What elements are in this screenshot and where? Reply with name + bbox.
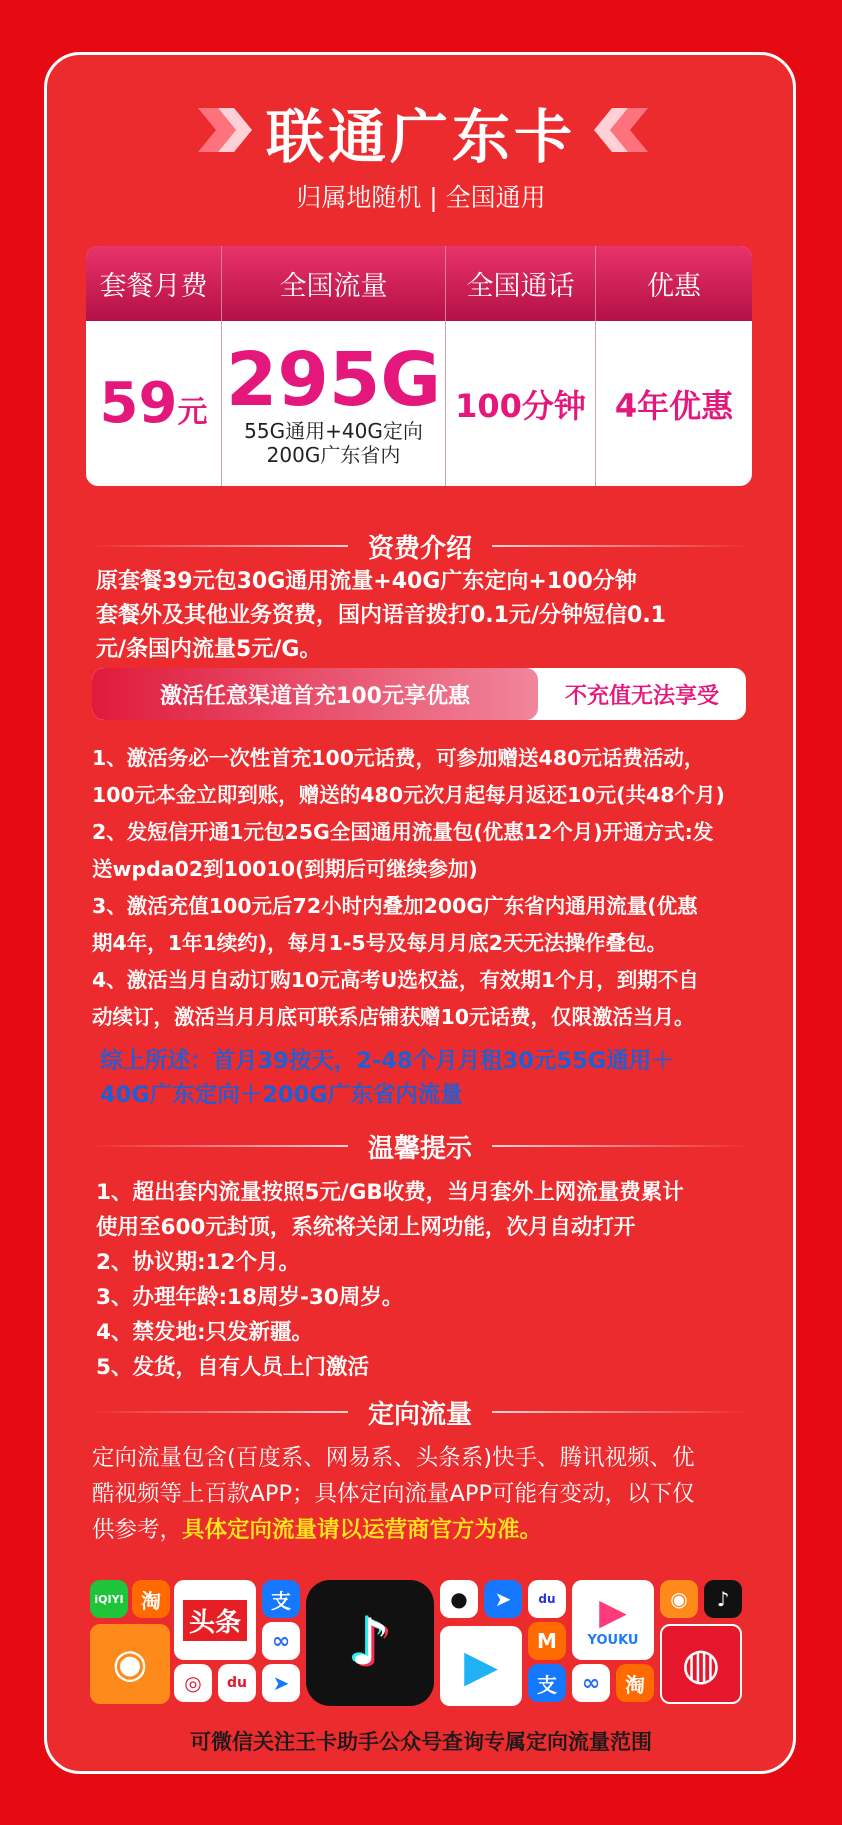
qq-icon: ●	[440, 1580, 478, 1618]
dingtalk-small-icon: ➤	[484, 1580, 522, 1618]
fee-cell	[86, 321, 222, 486]
plan-table	[86, 246, 752, 486]
tip-line: 3、办理年龄:18周岁-30周岁。	[96, 1285, 404, 1310]
kuaishou-icon: ◉	[90, 1624, 170, 1704]
activation-warning: 不充值无法享受	[564, 683, 719, 709]
section-heading-directed	[90, 1394, 750, 1430]
fee-description	[96, 565, 764, 667]
taobao-icon	[132, 1580, 170, 1618]
rule-line: 1、激活务必一次性首充100元话费，可参加赠送480元话费活动，	[92, 746, 705, 770]
rule-line: 4、激活当月自动订购10元高考U选权益，有效期1个月，到期不自	[92, 968, 699, 992]
table-header-data: 全国流量	[222, 246, 446, 321]
fee-line: 套餐外及其他业务资费，国内语音拨打0.1元/分钟短信0.1	[96, 603, 666, 628]
icon-label: YOUKU	[587, 1632, 639, 1648]
icon-label: 支	[271, 1588, 291, 1613]
toutiao-icon	[174, 1580, 256, 1660]
alipay-icon	[262, 1580, 300, 1618]
table-header-calls: 全国通话	[446, 246, 596, 321]
iqiyi-icon	[90, 1580, 128, 1618]
section-title: 资费介绍	[368, 533, 473, 564]
tip-line: 2、协议期:12个月。	[96, 1250, 300, 1275]
promo-cell	[596, 321, 752, 486]
data-value: 295G	[225, 336, 442, 423]
directed-line: 酷视频等上百款APP；具体定向流量APP可能有变动，以下仅	[92, 1481, 695, 1507]
divider	[90, 545, 348, 547]
rule-line: 动续订，激活当月月底可联系店铺获赠10元话费，仅限激活当月。	[92, 1005, 695, 1029]
baidu-app-icon: du	[218, 1664, 256, 1702]
fee-line: 元/条国内流量5元/G。	[96, 637, 322, 662]
data-cell	[222, 321, 446, 486]
kuaishou-small-icon: ◉	[660, 1580, 698, 1618]
footer-note: 可微信关注王卡助手公众号查询专属定向流量范围	[190, 1730, 652, 1754]
page-subtitle: 归属地随机 | 全国通用	[296, 183, 546, 212]
youku-play-icon: ▶	[599, 1591, 627, 1633]
summary-line: 40G广东定向＋200G广东省内流量	[100, 1082, 463, 1108]
icon-label: du	[538, 1592, 556, 1606]
directed-description	[92, 1440, 762, 1548]
tip-line: 1、超出套内流量按照5元/GB收费，当月套外上网流量费累计	[96, 1180, 684, 1205]
douyin-icon: ♪	[306, 1580, 434, 1706]
icon-label: 淘	[141, 1588, 161, 1613]
calls-cell	[446, 321, 596, 486]
alipay-small-icon: 支	[528, 1664, 566, 1702]
divider	[492, 1145, 750, 1147]
fee-unit: 元	[177, 395, 208, 430]
data-note-general: 55G通用+40G定向	[244, 418, 423, 443]
taobao-small-icon: 淘	[616, 1664, 654, 1702]
rule-line: 期4年，1年1续约)，每月1-5号及每月月底2天无法操作叠包。	[92, 931, 667, 955]
summary-line: 综上所述：首月39按天，2-48个月月租30元55G通用＋	[100, 1048, 674, 1074]
douyin-small-icon: ♪	[704, 1580, 742, 1618]
table-header-fee: 套餐月费	[86, 246, 222, 321]
youku-icon	[572, 1580, 654, 1660]
summary-text	[100, 1044, 790, 1112]
divider	[492, 545, 750, 547]
app-icon-grid	[90, 1576, 750, 1726]
baidu-netdisk-icon: ∞	[262, 1622, 300, 1660]
data-note-province: 200G广东省内	[266, 442, 401, 467]
tips-list	[96, 1175, 796, 1385]
icon-label: iQIYI	[94, 1592, 124, 1606]
divider	[90, 1411, 348, 1413]
directed-line	[92, 1512, 762, 1548]
directed-line: 定向流量包含(百度系、网易系、头条系)快手、腾讯视频、优	[92, 1445, 695, 1471]
page-title: 联通广东卡	[265, 103, 576, 171]
dingtalk-icon: ➤	[262, 1664, 300, 1702]
rule-line: 3、激活充值100元后72小时内叠加200G广东省内通用流量(优惠	[92, 894, 698, 918]
netease-music-icon: ◍	[660, 1624, 742, 1704]
section-title: 温馨提示	[368, 1133, 473, 1164]
section-title: 定向流量	[368, 1399, 473, 1430]
call-value: 100分钟	[455, 386, 586, 425]
mgtv-icon	[528, 1622, 566, 1660]
fee-value: 59元	[99, 371, 208, 436]
tip-line: 4、禁发地:只发新疆。	[96, 1320, 314, 1345]
divider	[492, 1411, 750, 1413]
icon-label: M	[537, 1629, 557, 1653]
baidu-icon	[528, 1580, 566, 1618]
table-header-promo: 优惠	[596, 246, 752, 321]
weibo-icon: ◎	[174, 1664, 212, 1702]
rule-line: 送wpda02到10010(到期后可继续参加)	[92, 857, 478, 881]
directed-text: 供参考，	[92, 1517, 183, 1543]
section-heading-fees	[90, 528, 750, 564]
activation-banner	[92, 668, 746, 720]
section-heading-tips	[90, 1128, 750, 1164]
tip-line: 5、发货，自有人员上门激活	[96, 1355, 369, 1380]
rule-line: 100元本金立即到账，赠送的480元次月起每月返还10元(共48个月)	[92, 783, 725, 807]
activation-rules	[92, 740, 792, 1036]
icon-label: 头条	[183, 1600, 247, 1641]
tip-line: 使用至600元封顶，系统将关闭上网功能，次月自动打开	[96, 1215, 636, 1240]
promo-value: 4年优惠	[614, 386, 734, 425]
tencent-video-icon: ▶	[440, 1626, 522, 1706]
divider	[90, 1145, 348, 1147]
directed-highlight: 具体定向流量请以运营商官方为准。	[182, 1517, 543, 1543]
activation-offer: 激活任意渠道首充100元享优惠	[92, 668, 538, 720]
baidu-netdisk-small-icon: ∞	[572, 1664, 610, 1702]
rule-line: 2、发短信开通1元包25G全国通用流量包(优惠12个月)开通方式:发	[92, 820, 714, 844]
fee-line: 原套餐39元包30G通用流量+40G广东定向+100分钟	[96, 569, 637, 594]
